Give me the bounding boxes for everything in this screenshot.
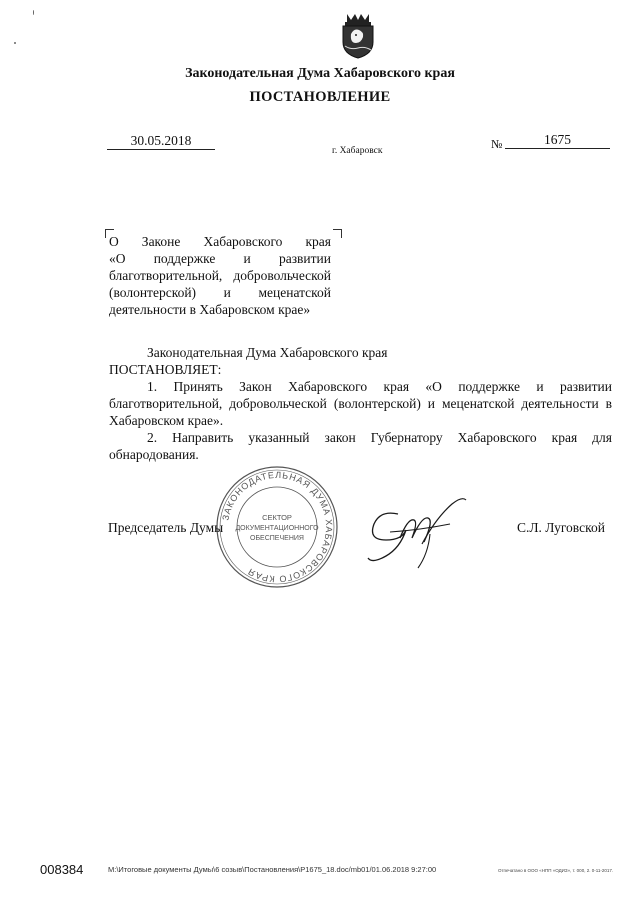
intro-line: Законодательная Дума Хабаровского края — [147, 345, 388, 360]
file-path: M:\Итоговые документы Думы\6 созыв\Постановления\P1675_18.doc/mb01/01.06.2018 9:27:00 — [108, 865, 437, 874]
subject-corner-right — [333, 229, 342, 238]
coat-of-arms-icon — [333, 4, 383, 60]
scan-mark — [14, 42, 16, 44]
official-stamp — [215, 465, 339, 589]
scan-mark — [33, 10, 34, 15]
subject-line: «О поддержке и развитии — [109, 251, 331, 266]
document-city: г. Хабаровск — [332, 146, 383, 156]
document-subject — [109, 233, 331, 318]
document-number: 1675 — [505, 132, 610, 149]
stamp-outer-text: ЗАКОНОДАТЕЛЬНАЯ ДУМА ХАБАРОВСКОГО КРАЯ — [220, 469, 335, 585]
print-note: Отпечатано в ООО «НПП «ОДИЗ», т. 000, 2. 0-11-2017. — [498, 868, 614, 873]
resolves-line: ПОСТАНОВЛЯЕТ: — [109, 362, 222, 377]
chair-name: С.Л. Луговской — [517, 520, 605, 535]
subject-line: деятельности в Хабаровском крае» — [109, 302, 311, 317]
subject-line: (волонтерской) и меценатской — [109, 285, 331, 300]
stamp-inner-line: СЕКТОР — [262, 513, 292, 522]
organization-title: Законодательная Дума Хабаровского края — [185, 66, 455, 81]
document-id: 008384 — [40, 862, 84, 877]
number-sign: № — [491, 137, 503, 151]
document-body — [109, 344, 612, 463]
stamp-inner-line: ДОКУМЕНТАЦИОННОГО — [235, 525, 319, 532]
stamp-inner-line: ОБЕСПЕЧЕНИЯ — [250, 535, 304, 542]
resolution-item-1: 1. Принять Закон Хабаровского края «О поддержке и развитии благотворительной, добровольческой (волонтерской) и меценатской деятельности в Хабаровском крае». — [109, 379, 612, 428]
chair-title: Председатель Думы — [108, 520, 224, 535]
resolution-item-2: 2. Направить указанный закон Губернатору Хабаровского края для обнародования. — [109, 430, 612, 462]
subject-line: благотворительной, добровольческой — [109, 268, 331, 283]
document-date: 30.05.2018 — [107, 133, 215, 150]
handwritten-signature — [360, 494, 472, 572]
subject-line: О Законе Хабаровского края — [109, 234, 331, 249]
document-type: ПОСТАНОВЛЕНИЕ — [249, 89, 391, 105]
